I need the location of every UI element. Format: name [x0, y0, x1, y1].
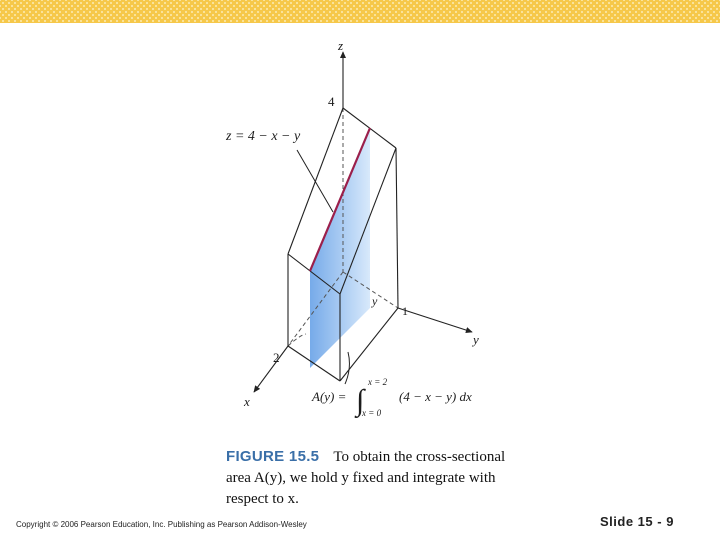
slide-number: Slide 15 - 9: [600, 514, 674, 529]
y-axis: [398, 308, 472, 332]
copyright-footer: Copyright © 2006 Pearson Education, Inc. Publishing as Pearson Addison-Wesley: [16, 520, 307, 529]
y-axis-label: y: [473, 332, 479, 347]
figure-number: FIGURE 15.5: [226, 448, 320, 465]
z-intercept-label: 4: [328, 94, 335, 109]
area-function-label: A(y) =: [312, 389, 347, 404]
figure-caption: [226, 446, 516, 510]
x-axis: [254, 346, 288, 392]
surface-leader-line: [297, 150, 333, 212]
surface-equation-label: z = 4 − x − y: [226, 129, 301, 144]
y-intercept-label: 1: [402, 304, 408, 318]
z-axis-label: z: [338, 38, 344, 53]
integral-lower-limit: x = 0: [362, 408, 382, 418]
integral-upper-limit: x = 2: [368, 377, 388, 387]
integral-sign: ∫: [356, 384, 365, 417]
section-y-label: y: [372, 294, 378, 308]
area-leader-line: [345, 352, 349, 384]
integrand: (4 − x − y) dx: [399, 389, 472, 404]
x-axis-label: x: [244, 394, 250, 409]
x-intercept-label: 2: [273, 350, 280, 365]
caption-text: To obtain the cross-sectional area A(y), we hold y fixed and integrate with respect to x.: [226, 449, 506, 507]
